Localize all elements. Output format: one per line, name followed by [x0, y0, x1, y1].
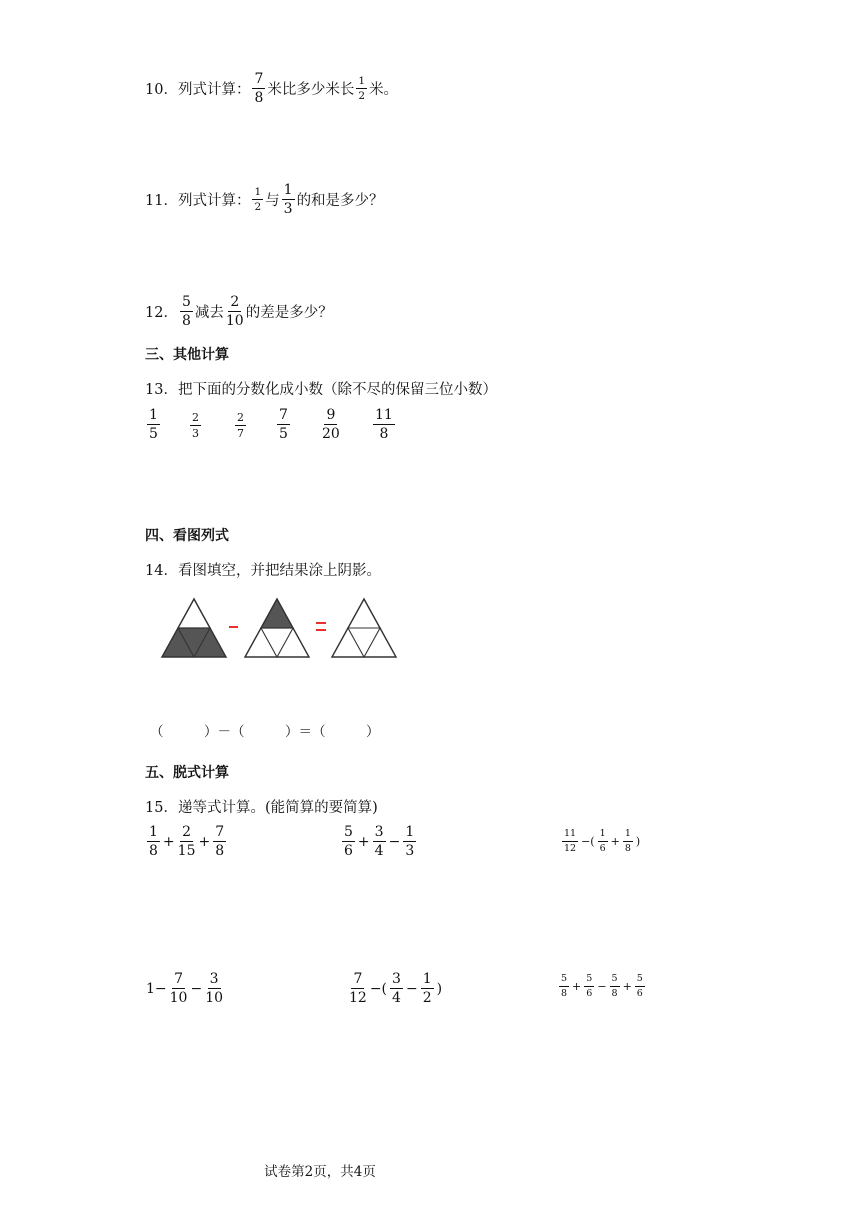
page-footer: 试卷第2页，共4页 — [264, 1164, 376, 1180]
fraction: $\frac{1}{2}$ — [254, 185, 262, 213]
fraction: $\frac{1}{3}$ — [283, 182, 293, 217]
operator: − — [405, 980, 418, 997]
operator: 1− — [146, 980, 167, 997]
fraction: $\frac{9}{20}$ — [322, 407, 340, 442]
question-text: 的和是多少？ — [296, 193, 384, 209]
fraction: $\frac{11}{12}$ — [564, 828, 577, 854]
operator: + — [610, 834, 620, 848]
expression-3 — [560, 829, 641, 853]
small-triangle-blank — [348, 599, 380, 628]
fraction: $\frac{5}{8}$ — [181, 294, 191, 329]
operator: −( — [369, 980, 388, 997]
fraction: $\frac{2}{7}$ — [237, 411, 244, 440]
expression-5 — [347, 972, 443, 1005]
question-number: 10． — [145, 82, 178, 98]
question-14-text: 14．看图填空，并把结果涂上阴影。 — [145, 563, 381, 579]
operator: ) — [436, 980, 443, 997]
fraction: $\frac{3}{4}$ — [374, 824, 384, 859]
fraction: $\frac{7}{8}$ — [215, 824, 225, 859]
operator: + — [162, 833, 175, 850]
fraction: $\frac{1}{2}$ — [358, 74, 366, 102]
operator: − — [388, 833, 401, 850]
question-text: 米。 — [369, 82, 399, 98]
small-triangle-blank — [178, 599, 210, 628]
fraction: $\frac{2}{15}$ — [177, 824, 196, 859]
answer-blanks[interactable]: （ ）－（ ）＝（ ） — [150, 724, 380, 740]
operator: + — [622, 979, 632, 993]
triangle-3 — [332, 599, 396, 657]
fraction: $\frac{11}{8}$ — [375, 407, 393, 442]
triangle-1 — [162, 599, 226, 657]
fraction: $\frac{5}{8}$ — [611, 973, 618, 999]
question-11 — [145, 183, 384, 216]
expression-6 — [557, 974, 647, 998]
expression-2 — [340, 825, 418, 858]
fraction: $\frac{5}{6}$ — [636, 973, 643, 999]
operator: ) — [635, 834, 641, 848]
fraction: $\frac{1}{8}$ — [624, 828, 631, 854]
fraction: $\frac{2}{10}$ — [225, 294, 244, 329]
fraction: $\frac{7}{8}$ — [254, 71, 264, 106]
question-10 — [145, 72, 398, 105]
fraction: $\frac{5}{6}$ — [344, 824, 353, 859]
triangle-figure — [160, 596, 410, 662]
question-15-text: 15．递等式计算。(能简算的要简算) — [145, 800, 378, 816]
expression-1 — [145, 825, 228, 858]
fraction: $\frac{1}{6}$ — [599, 828, 606, 854]
operator: − — [190, 980, 203, 997]
fraction: $\frac{1}{8}$ — [149, 824, 158, 859]
fraction: $\frac{7}{5}$ — [279, 407, 288, 442]
question-number: 12． — [145, 305, 178, 321]
fraction: $\frac{5}{6}$ — [586, 973, 593, 999]
fraction: $\frac{1}{3}$ — [405, 824, 415, 859]
operator: −( — [581, 834, 595, 848]
fraction: $\frac{7}{12}$ — [349, 971, 367, 1006]
triangle-2 — [245, 599, 309, 657]
operator: + — [198, 833, 211, 850]
fraction: $\frac{1}{5}$ — [149, 407, 158, 442]
question-text: 的差是多少？ — [245, 305, 333, 321]
question-text: 米比多少米长 — [267, 82, 355, 98]
fraction: $\frac{7}{10}$ — [169, 971, 188, 1006]
fraction: $\frac{1}{2}$ — [422, 971, 432, 1006]
fraction: $\frac{5}{8}$ — [561, 973, 568, 999]
question-label: 列式计算： — [177, 193, 251, 209]
operator: + — [357, 833, 370, 850]
section-heading-4: 四、看图列式 — [145, 528, 229, 544]
section-heading-3: 三、其他计算 — [145, 347, 229, 363]
question-number: 11． — [145, 193, 178, 209]
question-13-text: 13．把下面的分数化成小数（除不尽的保留三位小数） — [145, 382, 497, 398]
expression-4 — [145, 972, 225, 1005]
fraction: $\frac{3}{10}$ — [205, 971, 224, 1006]
question-label: 列式计算： — [177, 82, 251, 98]
small-triangle-shaded — [261, 599, 293, 628]
fraction: $\frac{3}{4}$ — [392, 971, 401, 1006]
question-text: 与 — [265, 193, 280, 209]
question-12 — [145, 295, 333, 328]
section-heading-5: 五、脱式计算 — [145, 765, 229, 781]
question-text: 减去 — [194, 305, 224, 321]
operator: − — [597, 979, 607, 993]
fraction: $\frac{2}{3}$ — [192, 411, 199, 440]
operator: + — [572, 979, 582, 993]
